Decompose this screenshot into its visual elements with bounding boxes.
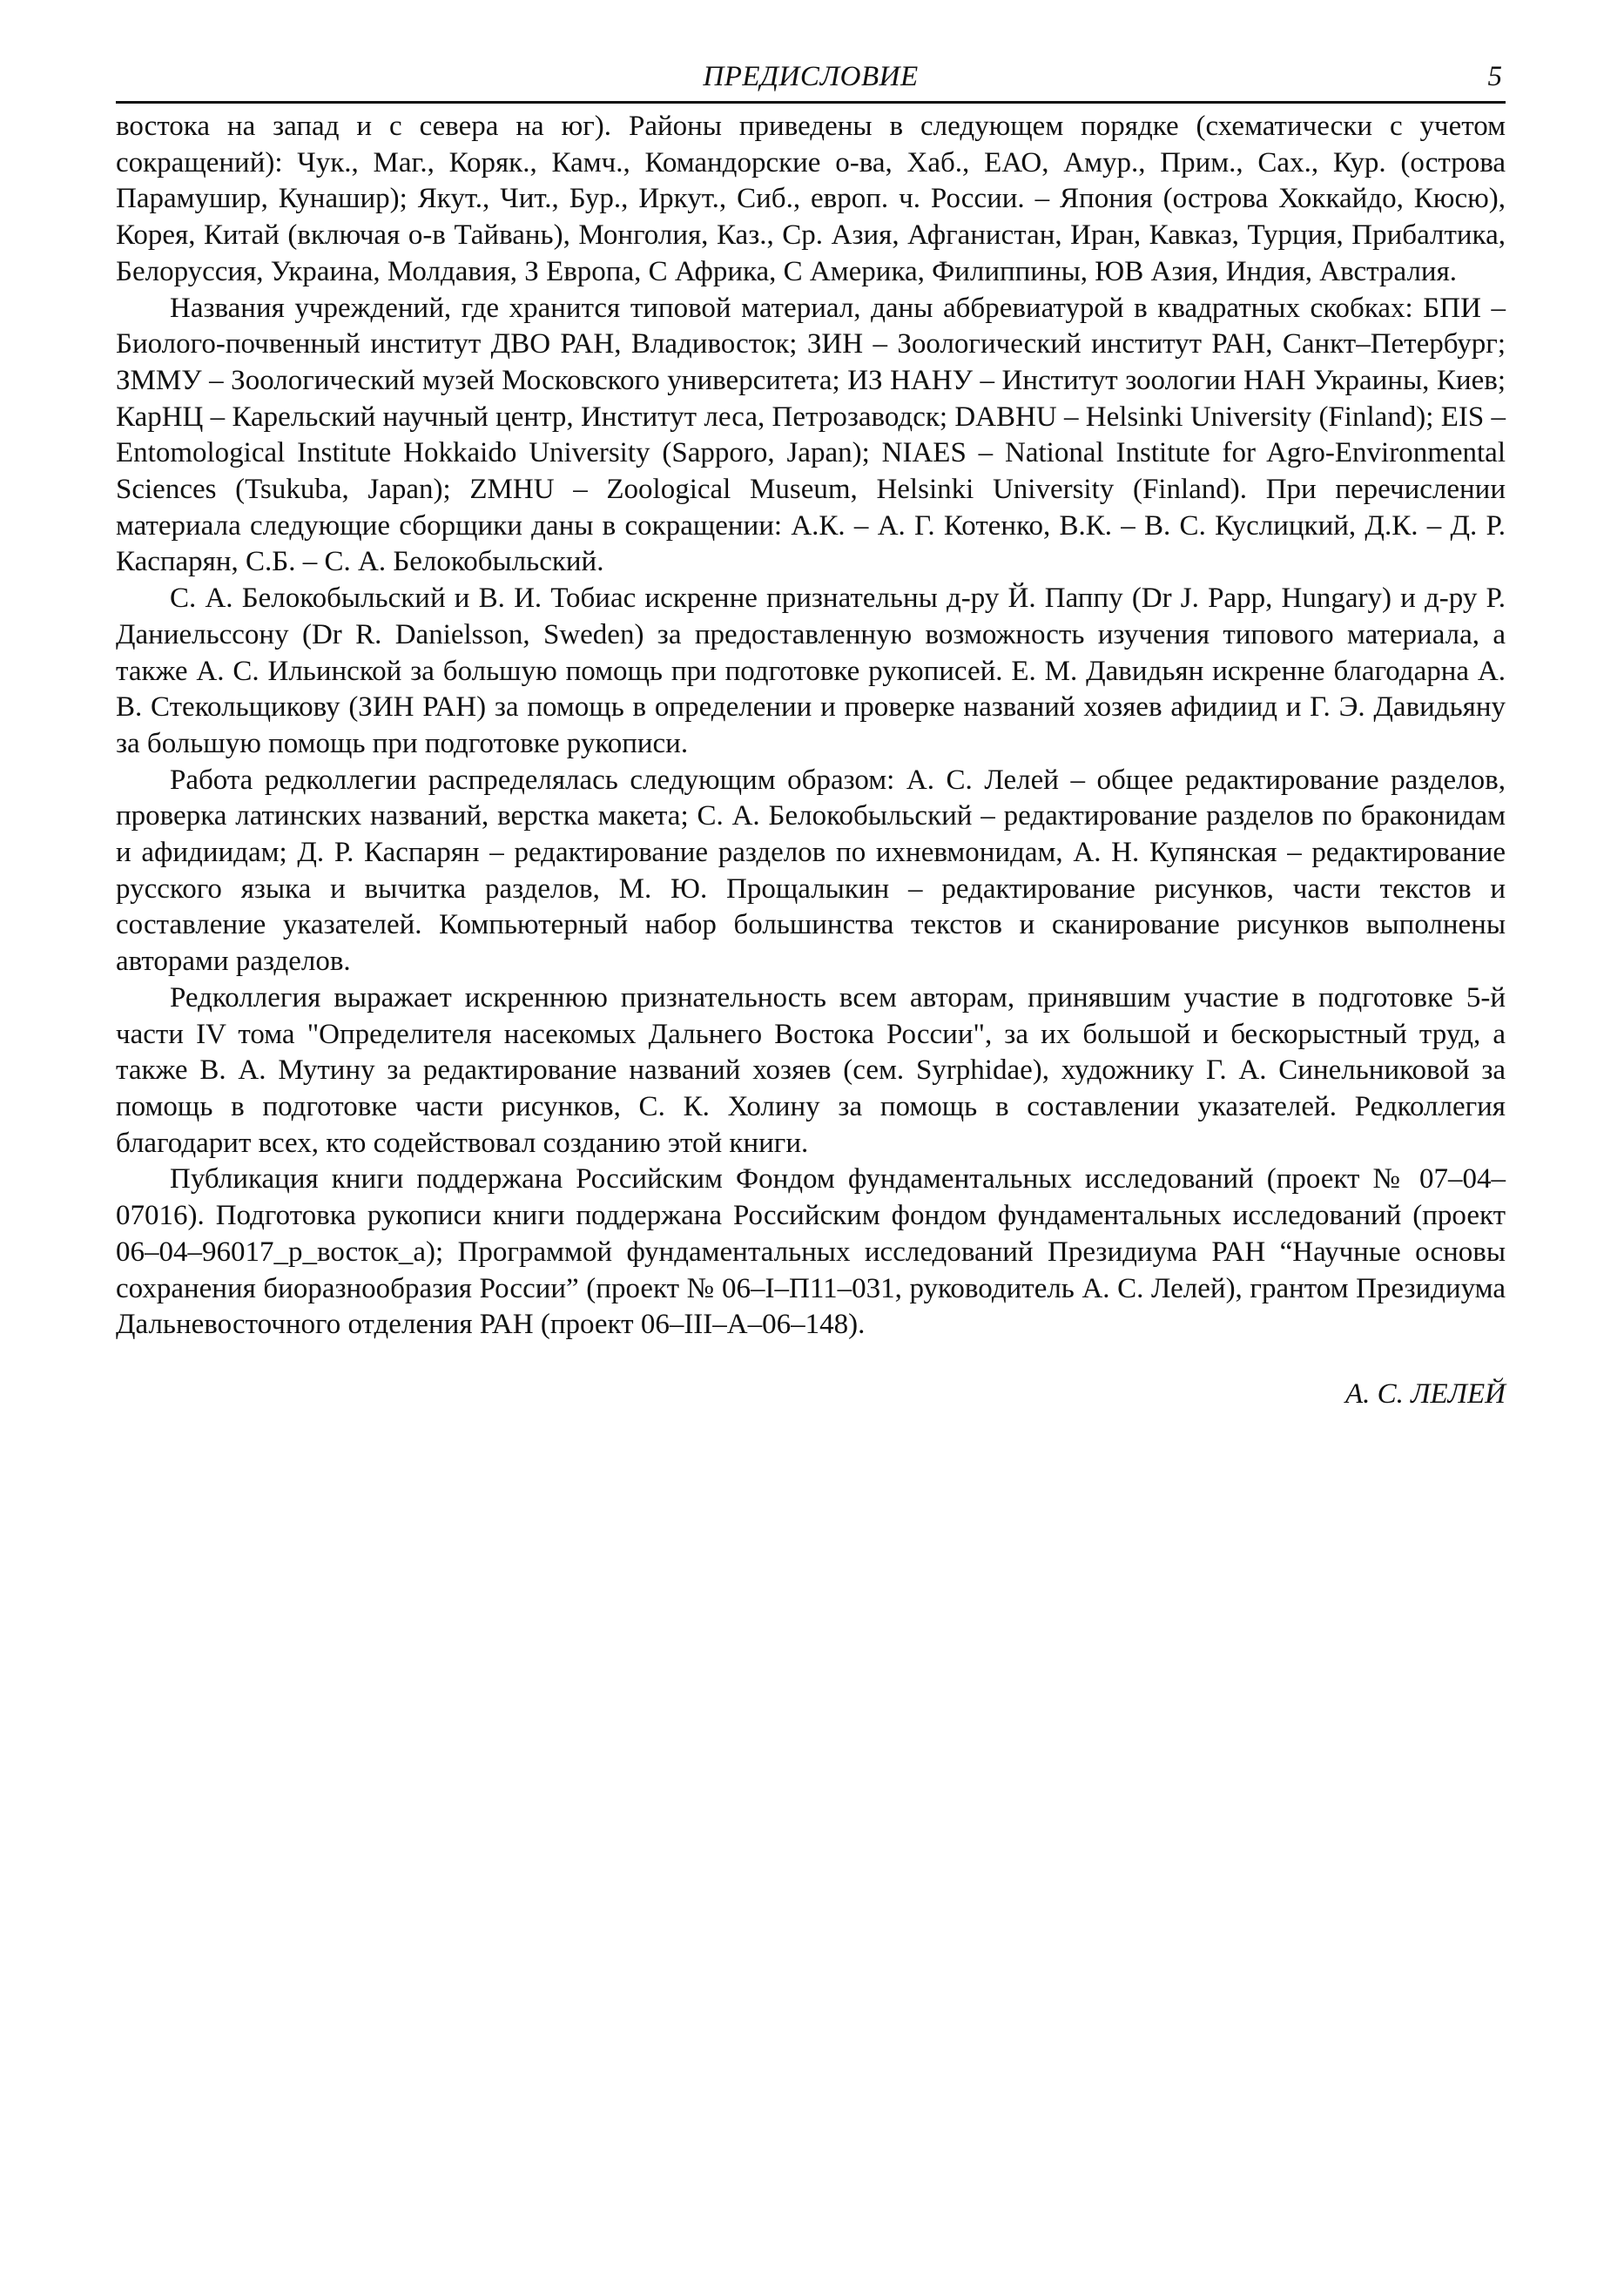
paragraph-regions-continuation: востока на запад и с севера на юг). Районы приведены в следующем порядке (схематически с учетом сокращений): Чук., Маг., Коряк., Камч., Командорские о-ва, Хаб., ЕАО, Амур., Прим., Сах., Кур. (острова Парамушир, Кунашир); Якут., Чит., Бур., Иркут., Сиб., европ. ч. России. – Япония (острова Хоккайдо, Кюсю), Корея, Китай (включая о-в Тайвань), Монголия, Каз., Ср. Азия, Афганистан, Иран, Кавказ, Турция, Прибалтика, Белоруссия, Украина, Молдавия, З Европа, С Африка, С Америка, Филиппины, ЮВ Азия, Индия, Австралия.: [116, 111, 1506, 287]
signature: А. С. ЛЕЛЕЙ: [1344, 1377, 1506, 1410]
page-number: 5: [1487, 61, 1502, 92]
running-header: [116, 56, 1506, 104]
paragraph-editorial-gratitude: Редколлегия выражает искреннюю признательность всем авторам, принявшим участие в подготовке 5-й части IV тома "Определителя насекомых Дальнего Востока России", за их большой и бескорыстный труд, а также В. А. Мутину за редактирование названий хозяев (сем. Syrphidae), художнику Г. А. Синельниковой за помощь в подготовке части рисунков, С. К. Холину за помощь в составлении указателей. Редколлегия благодарит всех, кто содействовал созданию этой книги.: [116, 981, 1506, 1159]
paragraph-acknowledgements-authors: С. А. Белокобыльский и В. И. Тобиас искренне признательны д-ру Й. Паппу (Dr J. Papp, Hungary) и д-ру Р. Даниельссону (Dr R. Danielsson, Sweden) за предоставленную возможность изучения типового материала, а также А. С. Ильинской за большую помощь при подготовке рукописей. Е. М. Давидьян искренне благодарна А. В. Стекольщикову (ЗИН РАН) за помощь в определении и проверке названий хозяев афидиид и Г. Э. Давидьяну за большую помощь при подготовке рукописи.: [116, 583, 1506, 759]
body-text: [116, 109, 1506, 1344]
running-title: ПРЕДИСЛОВИЕ: [703, 61, 919, 92]
document-page: [116, 56, 1506, 1413]
paragraph-editorial-work: Работа редколлегии распределялась следующим образом: А. С. Лелей – общее редактирование разделов, проверка латинских названий, верстка макета; С. А. Белокобыльский – редактирование разделов по браконидам и афидиидам; Д. Р. Каспарян – редактирование разделов по ихневмонидам, А. Н. Купянская – редактирование русского языка и вычитка разделов, М. Ю. Прощалыкин – редактирование рисунков, части текстов и составление указателей. Компьютерный набор большинства текстов и сканирование рисунков выполнены авторами разделов.: [116, 764, 1506, 978]
paragraph-funding: Публикация книги поддержана Российским Фондом фундаментальных исследований (проект № 07–04–07016). Подготовка рукописи книги поддержана Российским фондом фундаментальных исследований (проект 06–04–96017_р_восток_а); Программой фундаментальных исследований Президиума РАН “Научные основы сохранения биоразнообразия России” (проект № 06–I–П11–031, руководитель А. С. Лелей), грантом Президиума Дальневосточного отделения РАН (проект 06–III–А–06–148).: [116, 1163, 1506, 1341]
paragraph-institutions: Названия учреждений, где хранится типовой материал, даны аббревиатурой в квадратных скобках: БПИ – Биолого-почвенный институт ДВО РАН, Владивосток; ЗИН – Зоологический институт РАН, Санкт–Петербург; ЗММУ – Зоологический музей Московского университета; ИЗ НАНУ – Институт зоологии НАН Украины, Киев; КарНЦ – Карельский научный центр, Институт леса, Петрозаводск; DABHU – Helsinki University (Finland); EIS – Entomological Institute Hokkaido University (Sapporo, Japan); NIAES – National Institute for Agro-Environmental Sciences (Tsukuba, Japan); ZMHU – Zoological Museum, Helsinki University (Finland). При перечислении материала следующие сборщики даны в сокращении: А.К. – А. Г. Котенко, В.К. – В. С. Куслицкий, Д.К. – Д. Р. Каспарян, С.Б. – С. А. Белокобыльский.: [116, 292, 1506, 578]
